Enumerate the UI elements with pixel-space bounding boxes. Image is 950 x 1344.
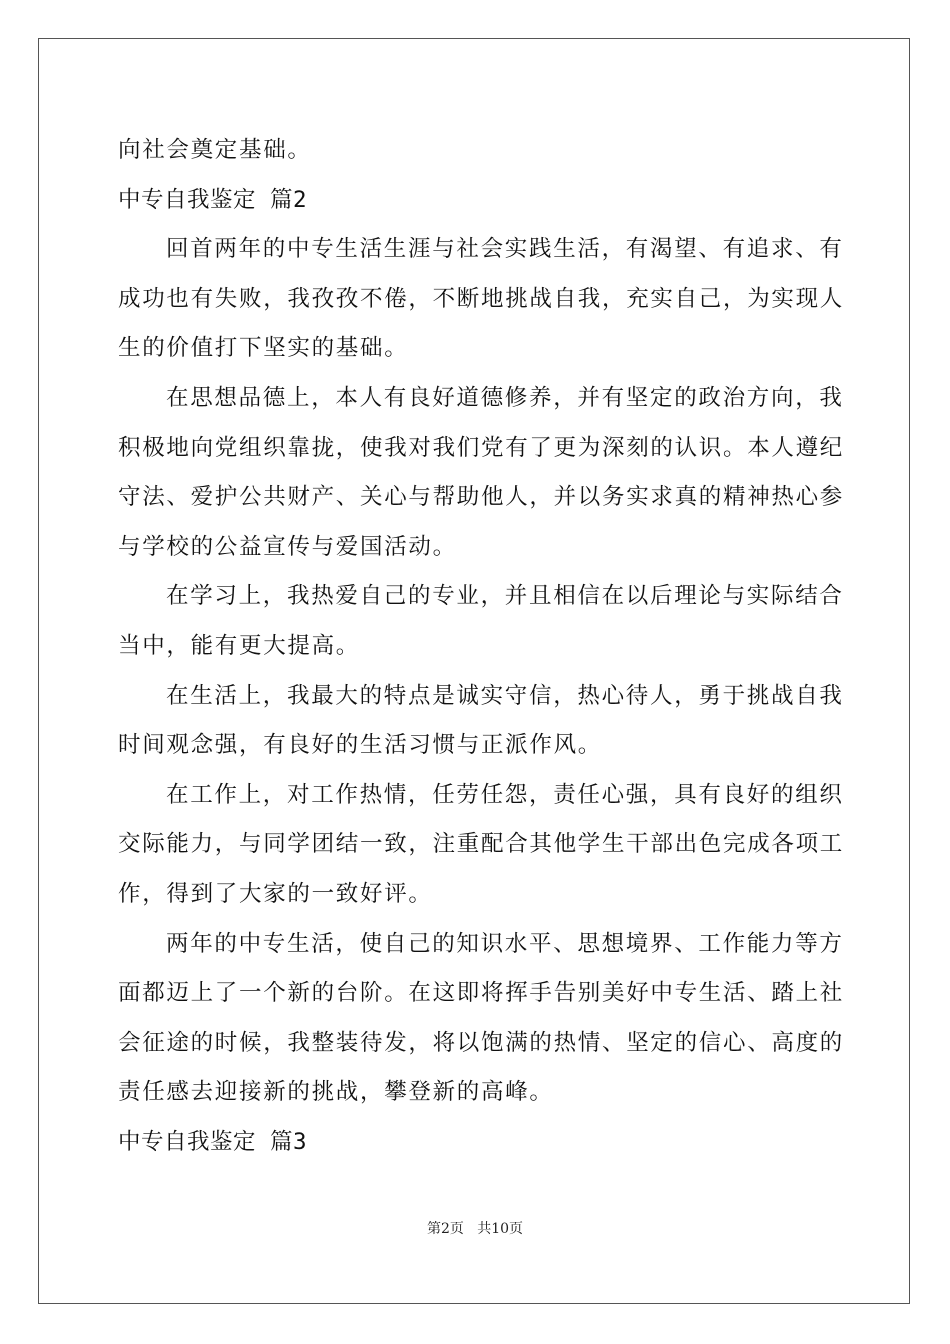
paragraph-line: 生的价值打下坚实的基础。 <box>118 335 409 362</box>
paragraph-line: 回首两年的中专生活生涯与社会实践生活，有渴望、有追求、有 <box>166 236 844 263</box>
paragraph-line: 责任感去迎接新的挑战，攀登新的高峰。 <box>118 1079 554 1106</box>
page-footer: 第2页 共10页 <box>426 1221 524 1237</box>
paragraph-line: 在思想品德上，本人有良好道德修养，并有坚定的政治方向，我 <box>166 384 844 411</box>
paragraph-line: 作，得到了大家的一致好评。 <box>118 880 433 907</box>
paragraph-line: 向社会奠定基础。 <box>118 137 312 163</box>
paragraph-line: 在工作上，对工作热情，任劳任怨，责任心强，具有良好的组织 <box>166 781 844 808</box>
paragraph-line: 两年的中专生活，使自己的知识水平、思想境界、工作能力等方 <box>166 930 844 957</box>
paragraph-line: 会征途的时候，我整装待发，将以饱满的热情、坚定的信心、高度的 <box>118 1029 845 1056</box>
paragraph-line: 时间观念强，有良好的生活习惯与正派作风。 <box>118 732 603 759</box>
paragraph-line: 积极地向党组织靠拢，使我对我们党有了更为深刻的认识。本人遵纪 <box>118 434 845 461</box>
section-heading: 中专自我鉴定 篇2 <box>118 186 308 213</box>
paragraph-line: 交际能力，与同学团结一致，注重配合其他学生干部出色完成各项工 <box>118 831 845 858</box>
paragraph-line: 面都迈上了一个新的台阶。在这即将挥手告别美好中专生活、踏上社 <box>118 980 845 1007</box>
document-body <box>118 126 845 1167</box>
paragraph-line: 在学习上，我热爱自己的专业，并且相信在以后理论与实际结合 <box>166 583 844 610</box>
paragraph-line: 守法、爱护公共财产、关心与帮助他人，并以务实求真的精神热心参 <box>118 484 845 511</box>
paragraph-line: 成功也有失败，我孜孜不倦，不断地挑战自我，充实自己，为实现人 <box>118 285 845 312</box>
paragraph-line: 在生活上，我最大的特点是诚实守信，热心待人，勇于挑战自我 <box>166 682 844 709</box>
paragraph-line: 与学校的公益宣传与爱国活动。 <box>118 533 457 560</box>
section-heading: 中专自我鉴定 篇3 <box>118 1128 308 1155</box>
paragraph-line: 当中，能有更大提高。 <box>118 632 361 659</box>
